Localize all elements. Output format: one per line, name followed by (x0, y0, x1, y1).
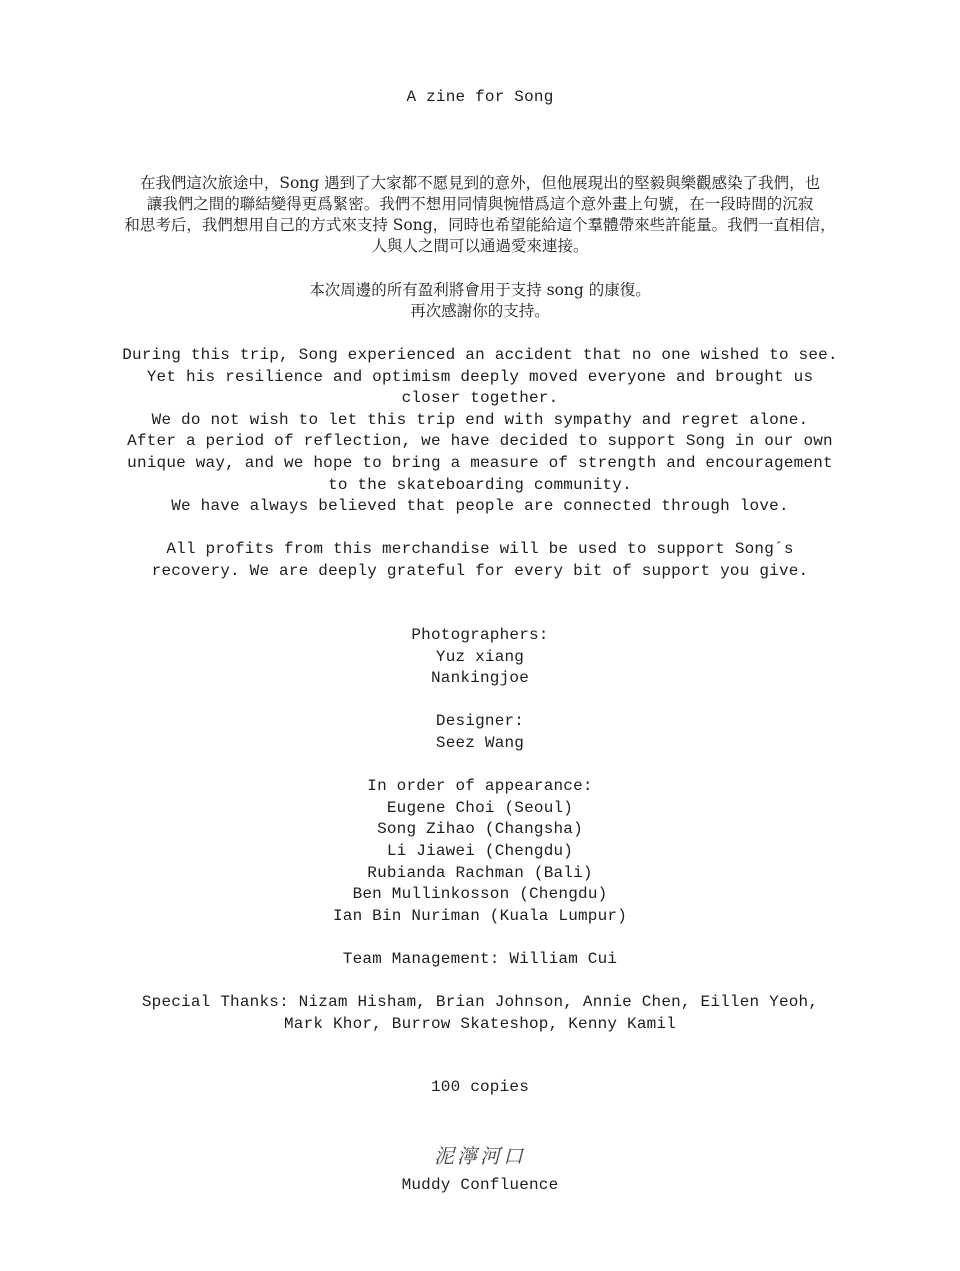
zh-profit-line: 本次周邊的所有盈利將會用于支持 song 的康復。 (309, 281, 651, 299)
appearance-name: Li Jiawei (Chengdu) (386, 841, 574, 860)
chinese-intro-paragraph (0, 173, 960, 257)
brand-name (0, 1175, 960, 1197)
credits-section (0, 625, 960, 1035)
chinese-profit-note (0, 280, 960, 322)
en-intro-line: After a period of reflection, we have decided to support Song in our own (127, 432, 833, 451)
en-intro-line: We have always believed that people are connected through love. (171, 497, 789, 516)
zh-profit-line: 再次感謝你的支持。 (410, 302, 550, 320)
en-profit-line: recovery. We are deeply grateful for every bit of support you give. (151, 561, 809, 580)
appearance-name: Ben Mullinkosson (Chengdu) (352, 885, 608, 904)
special-thanks-line: Special Thanks: Nizam Hisham, Brian Johnson, Annie Chen, Eillen Yeoh, (141, 993, 819, 1012)
zh-intro-line: 和思考后，我們想用自己的方式來支持 Song，同時也希望能給這个羣體帶來些許能量。我們一直相信， (124, 216, 836, 234)
en-intro-line: We do not wish to let this trip end with sympathy and regret alone. (151, 410, 809, 429)
appearance-name: Ian Bin Nuriman (Kuala Lumpur) (332, 906, 628, 925)
designer-heading: Designer: (435, 712, 525, 731)
appearance-name: Song Zihao (Changsha) (377, 820, 583, 839)
en-profit-line: All profits from this merchandise will be used to support Song´s (166, 540, 794, 558)
designer-name: Seez Wang (435, 733, 525, 752)
zh-intro-line: 人與人之間可以通過愛來連接。 (371, 237, 589, 255)
team-management: Team Management: William Cui (342, 949, 618, 968)
en-intro-line: closer together. (401, 389, 559, 408)
zh-intro-line: 在我們這次旅途中，Song 遇到了大家都不愿見到的意外，但他展現出的堅毅與樂觀感染了我們，也 (139, 174, 821, 192)
english-profit-note (0, 539, 960, 582)
brand-logo: 泥濘河口 (434, 1144, 526, 1168)
copies-text: 100 copies (430, 1078, 529, 1096)
en-intro-line: Yet his resilience and optimism deeply moved everyone and brought us (146, 367, 814, 386)
en-intro-line: During this trip, Song experienced an accident that no one wished to see. (122, 346, 838, 364)
edition-copies (0, 1077, 960, 1099)
title-text: A zine for Song (406, 88, 554, 106)
zh-intro-line: 讓我們之間的聯結變得更爲緊密。我們不想用同情與惋惜爲這个意外畫上句號，在一段時間的沉寂 (146, 195, 814, 213)
special-thanks-line: Mark Khor, Burrow Skateshop, Kenny Kamil (283, 1014, 677, 1033)
photographer-name: Nankingjoe (430, 669, 529, 688)
zine-title (0, 87, 960, 109)
photographer-name: Yuz xiang (435, 647, 525, 666)
photographers-heading: Photographers: (411, 626, 549, 644)
appearance-name: Eugene Choi (Seoul) (386, 798, 574, 817)
brand-text: Muddy Confluence (401, 1176, 559, 1194)
appearance-name: Rubianda Rachman (Bali) (367, 863, 593, 882)
appearance-heading: In order of appearance: (367, 777, 593, 796)
english-intro-paragraph (0, 345, 960, 518)
en-intro-line: unique way, and we hope to bring a measure of strength and encouragement (127, 453, 833, 472)
en-intro-line: to the skateboarding community. (328, 475, 632, 494)
